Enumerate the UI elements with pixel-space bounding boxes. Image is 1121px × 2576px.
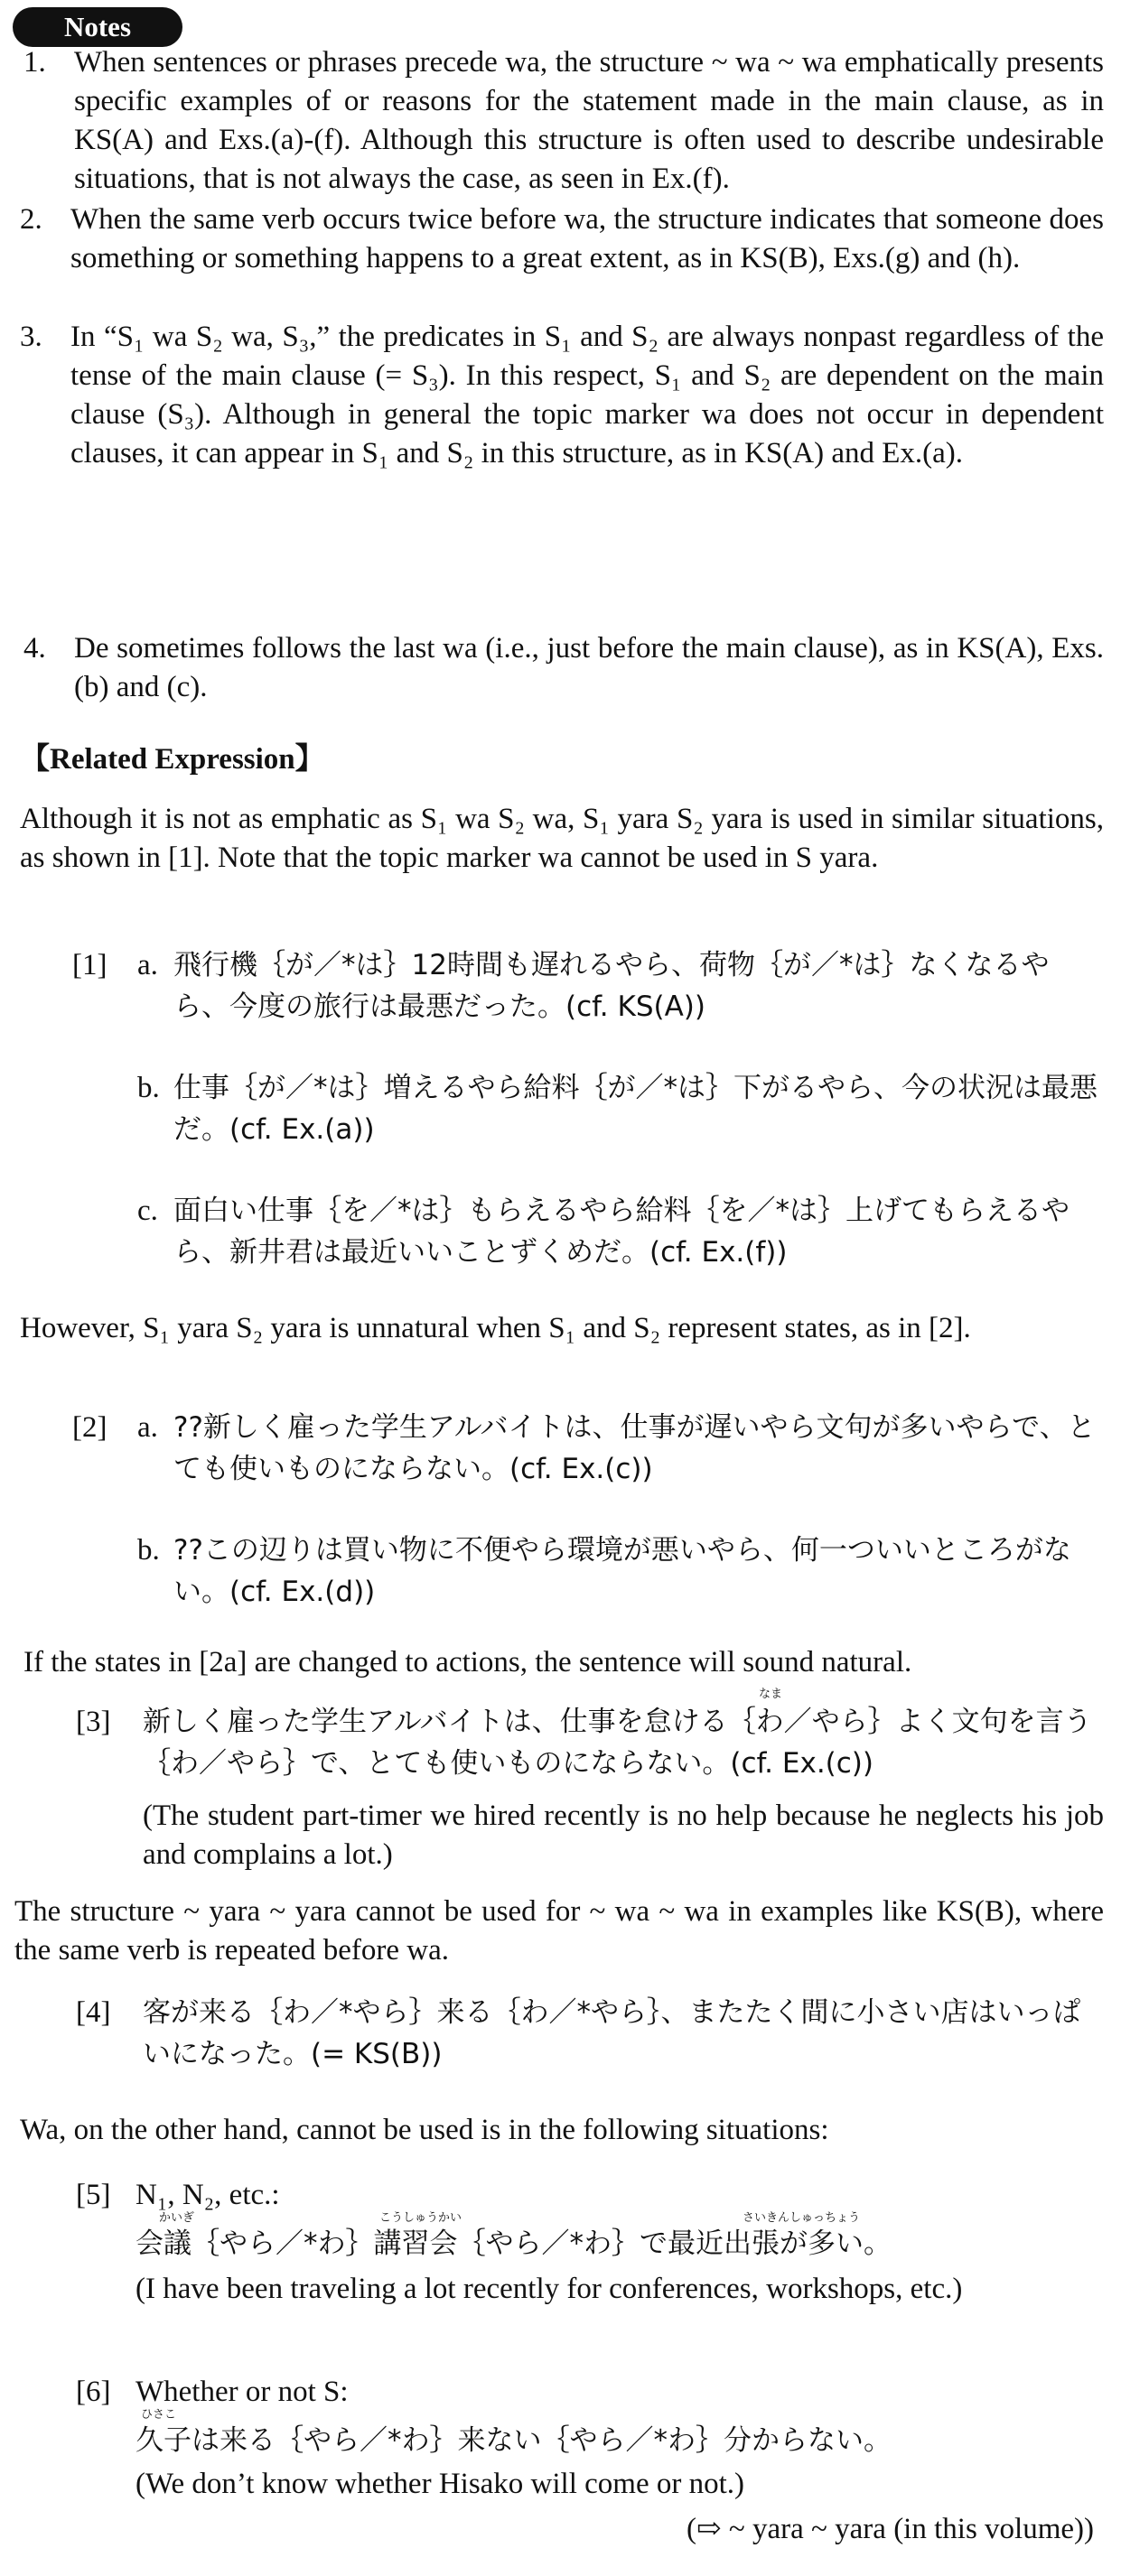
- intro-paragraph-2: However, S₁ yara S₂ yara is unnatural when S₁ and S₂ represent states, as in [2].: [20, 1312, 971, 1344]
- note-3: [20, 318, 1104, 473]
- example-label: [2]: [72, 1411, 107, 1444]
- sub-label: b.: [137, 1072, 160, 1104]
- example-label: [3]: [76, 1706, 111, 1738]
- note-number: 2.: [20, 203, 42, 236]
- note-number: 1.: [23, 46, 46, 79]
- note-text: In “S₁ wa S₂ wa, S₃,” the predicates in S₁ and S₂ are always nonpast regardless of the tense of the main clause (= S₃). In this respect, S₁ and S₂ are dependent on the main clause (S₃). Although in general the topic marker wa does not occur in dependent clauses, it can appear in S₁ and S₂ in this structure, as in KS(A) and Ex.(a).: [70, 321, 1104, 470]
- ruby-reading: ひさこ: [141, 2408, 177, 2422]
- ruby-reading: なま: [759, 1688, 783, 1701]
- example-1c-text: 面白い仕事｛を／*は｝もらえるやら給料｛を／*は｝上げてもらえるやら、新井君は最近いいことずくめだ。(cf. Ex.(f)): [173, 1195, 1070, 1269]
- note-2: [20, 200, 1104, 278]
- example-2b-text: ??この辺りは買い物に不便やら環境が悪いやら、何一ついいところがない。(cf. Ex.(d)): [173, 1534, 1071, 1608]
- intro-paragraph-1: Although it is not as emphatic as S₁ wa S₂ wa, S₁ yara S₂ yara is used in similar situations, as shown in [1]. Note that the topic marker wa cannot be used in S yara.: [20, 803, 1104, 874]
- example-3-japanese: 新しく雇った学生アルバイトは、仕事を怠ける｛わ／やら｝よく文句を言う｛わ／やら｝で、とても使いものにならない。(cf. Ex.(c)): [143, 1706, 1092, 1780]
- example-5-translation: (I have been traveling a lot recently for conferences, workshops, etc.): [135, 2273, 963, 2305]
- ruby-reading: かいぎ: [159, 2211, 195, 2225]
- example-1a-text: 飛行機｛が／*は｝12時間も遅れるやら、荷物｛が／*は｝なくなるやら、今度の旅行は最悪だった。(cf. KS(A)): [173, 949, 1050, 1023]
- related-expression-heading: 【Related Expression】: [20, 743, 325, 776]
- example-1b-text: 仕事｛が／*は｝増えるやら給料｛が／*は｝下がるやら、今の状況は最悪だ。(cf. Ex.(a)): [173, 1072, 1098, 1146]
- sub-label: a.: [137, 1411, 158, 1444]
- example-3-translation: (The student part-timer we hired recently is no help because he neglects his job and complains a lot.): [143, 1799, 1104, 1871]
- example-label: [1]: [72, 949, 107, 981]
- sub-label: c.: [137, 1195, 158, 1227]
- ruby-reading: こうしゅうかい: [379, 2211, 462, 2225]
- example-2a-text: ??新しく雇った学生アルバイトは、仕事が遅いやら文句が多いやらで、とても使いものにならない。(cf. Ex.(c)): [173, 1411, 1096, 1485]
- example-5-heading: N₁, N₂, etc.:: [135, 2179, 280, 2211]
- sub-label: a.: [137, 949, 158, 981]
- example-label: [6]: [76, 2376, 111, 2408]
- note-number: 4.: [23, 632, 46, 665]
- intro-paragraph-5: Wa, on the other hand, cannot be used is in the following situations:: [20, 2114, 829, 2146]
- intro-paragraph-4: The structure ~ yara ~ yara cannot be used for ~ wa ~ wa in examples like KS(B), where the same verb is repeated before wa.: [14, 1895, 1104, 1967]
- cross-reference: (⇨ ~ yara ~ yara (in this volume)): [687, 2513, 1094, 2545]
- note-1: [23, 43, 1104, 199]
- note-text: When sentences or phrases precede wa, the structure ~ wa ~ wa emphatically presents specific examples of or reasons for the statement made in the main clause, as in KS(A) and Exs.(a)-(f). Although this structure is often used to describe undesirable situations, that is not always the case, as seen in Ex.(f).: [74, 46, 1104, 195]
- example-label: [5]: [76, 2179, 111, 2211]
- note-4: [23, 629, 1104, 707]
- example-4-japanese: 客が来る｛わ／*やら｝来る｛わ／*やら｝、またたく間に小さい店はいっぱいになった。(= KS(B)): [143, 1996, 1081, 2070]
- sub-label: b.: [137, 1534, 160, 1567]
- notes-badge: Notes: [13, 7, 182, 47]
- note-text: When the same verb occurs twice before wa, the structure indicates that someone does something or something happens to a great extent, as in KS(B), Exs.(g) and (h).: [70, 203, 1104, 274]
- example-6-translation: (We don’t know whether Hisako will come or not.): [135, 2468, 745, 2500]
- example-label: [4]: [76, 1996, 111, 2029]
- example-6-heading: Whether or not S:: [135, 2376, 349, 2408]
- example-5-japanese: 会議｛やら／*わ｝講習会｛やら／*わ｝で最近出張が多い。: [135, 2227, 892, 2260]
- example-6-japanese: 久子は来る｛やら／*わ｝来ない｛やら／*わ｝分からない。: [135, 2424, 892, 2457]
- note-text: De sometimes follows the last wa (i.e., just before the main clause), as in KS(A), Exs.(b) and (c).: [74, 632, 1104, 703]
- ruby-reading: さいきんしゅっちょう: [743, 2211, 861, 2225]
- note-number: 3.: [20, 321, 42, 353]
- intro-paragraph-3: If the states in [2a] are changed to actions, the sentence will sound natural.: [23, 1646, 912, 1679]
